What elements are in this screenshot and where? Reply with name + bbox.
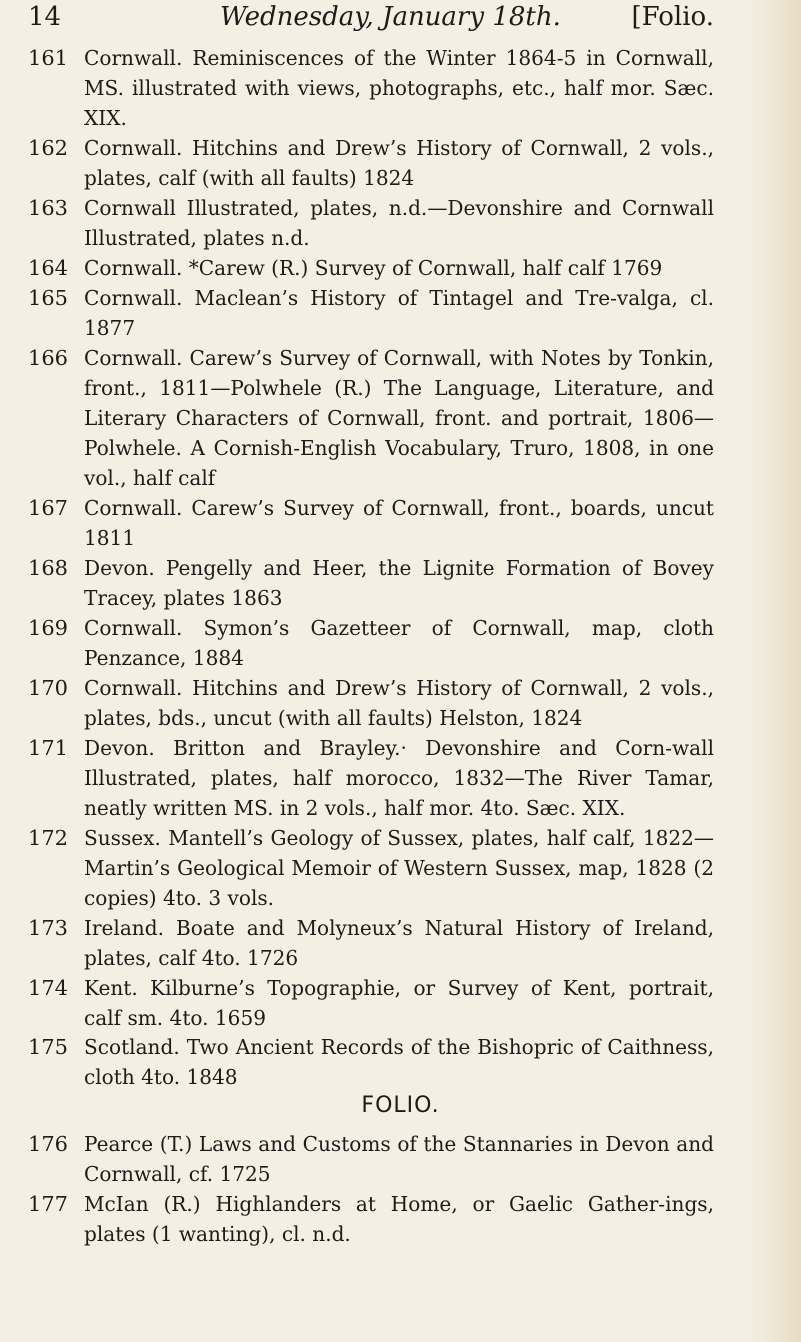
lot-number: 171: [28, 735, 68, 760]
lot-number: 175: [28, 1035, 68, 1060]
lot-entry: [28, 494, 714, 554]
lot-entry: [28, 734, 714, 824]
lot-description: Cornwall. *Carew (R.) Survey of Cornwall, half calf 1769: [84, 255, 663, 280]
lot-entry: [28, 344, 714, 494]
lot-entry: [28, 614, 714, 674]
page-number: 14: [28, 2, 62, 32]
lot-description: Ireland. Boate and Molyneux’s Natural History of Ireland, plates, calf 4to. 1726: [84, 915, 714, 970]
lot-entry: [28, 254, 714, 284]
lot-number: 176: [28, 1132, 68, 1157]
lot-number: 165: [28, 285, 68, 310]
lot-description: Cornwall. Carew’s Survey of Cornwall, front., boards, uncut 1811: [84, 495, 714, 550]
lot-number: 164: [28, 255, 68, 280]
sale-date: Wednesday, January 18th.: [220, 2, 561, 32]
lot-number: 177: [28, 1192, 68, 1217]
lot-entry: [28, 824, 714, 914]
lot-description: Scotland. Two Ancient Records of the Bishopric of Caithness, cloth 4to. 1848: [84, 1035, 714, 1090]
lot-description: Cornwall. Symon’s Gazetteer of Cornwall, map, cloth Penzance, 1884: [84, 615, 714, 670]
lot-entry: [28, 1033, 714, 1093]
lot-number: 166: [28, 345, 68, 370]
page-header: [28, 2, 714, 42]
lot-number: 168: [28, 555, 68, 580]
lot-description: Devon. Pengelly and Heer, the Lignite Formation of Bovey Tracey, plates 1863: [84, 555, 714, 610]
lot-number: 162: [28, 135, 68, 160]
lot-description: Cornwall. Carew’s Survey of Cornwall, with Notes by Tonkin, front., 1811—Polwhele (R.) The Language, Literature, and Literary Characters of Cornwall, front. and portrait, 1806—Polwhele. A Cornish-English Vocabulary, Truro, 1808, in one vol., half calf: [84, 345, 714, 490]
lot-number: 173: [28, 915, 68, 940]
lot-description: Cornwall. Hitchins and Drew’s History of Cornwall, 2 vols., plates, bds., uncut (with all faults) Helston, 1824: [84, 675, 714, 730]
folio-section-heading: FOLIO.: [361, 1093, 440, 1119]
lot-description: Pearce (T.) Laws and Customs of the Stannaries in Devon and Cornwall, cf. 1725: [84, 1132, 714, 1187]
lot-description: Devon. Britton and Brayley.· Devonshire and Corn-wall Illustrated, plates, half morocco, 1832—The River Tamar, neatly written MS. in 2 vols., half mor. 4to. Sæc. XIX.: [84, 735, 714, 820]
lot-number: 174: [28, 975, 68, 1000]
lot-description: Cornwall Illustrated, plates, n.d.—Devonshire and Cornwall Illustrated, plates n.d.: [84, 195, 714, 250]
lot-entry: [28, 1190, 714, 1250]
lot-description: Cornwall. Maclean’s History of Tintagel and Tre-valga, cl. 1877: [84, 285, 714, 340]
lot-number: 169: [28, 615, 68, 640]
lot-entry: [28, 974, 714, 1034]
lot-number: 170: [28, 675, 68, 700]
lot-entry: [28, 284, 714, 344]
lot-description: Kent. Kilburne’s Topographie, or Survey of Kent, portrait, calf sm. 4to. 1659: [84, 975, 714, 1030]
lot-entry: [28, 44, 714, 134]
lot-number: 163: [28, 195, 68, 220]
lot-description: Cornwall. Reminiscences of the Winter 1864-5 in Cornwall, MS. illustrated with views, photographs, etc., half mor. Sæc. XIX.: [84, 46, 714, 130]
lot-entry: [28, 674, 714, 734]
lot-description: Sussex. Mantell’s Geology of Sussex, plates, half calf, 1822—Martin’s Geological Memoir of Western Sussex, map, 1828 (2 copies) 4to. 3 vols.: [84, 825, 714, 910]
lot-description: Cornwall. Hitchins and Drew’s History of Cornwall, 2 vols., plates, calf (with all faults) 1824: [84, 135, 714, 190]
lot-entry: [28, 914, 714, 974]
lot-entry: [28, 554, 714, 614]
lot-entry: [28, 134, 714, 194]
lot-number: 167: [28, 495, 68, 520]
lot-number: 161: [28, 46, 68, 70]
page-edge: [749, 0, 801, 1342]
lot-number: 172: [28, 825, 68, 850]
lot-entry: [28, 1130, 714, 1190]
lot-entry: [28, 194, 714, 254]
lot-description: McIan (R.) Highlanders at Home, or Gaelic Gather-ings, plates (1 wanting), cl. n.d.: [84, 1192, 714, 1247]
section-label: [Folio.: [631, 2, 714, 32]
